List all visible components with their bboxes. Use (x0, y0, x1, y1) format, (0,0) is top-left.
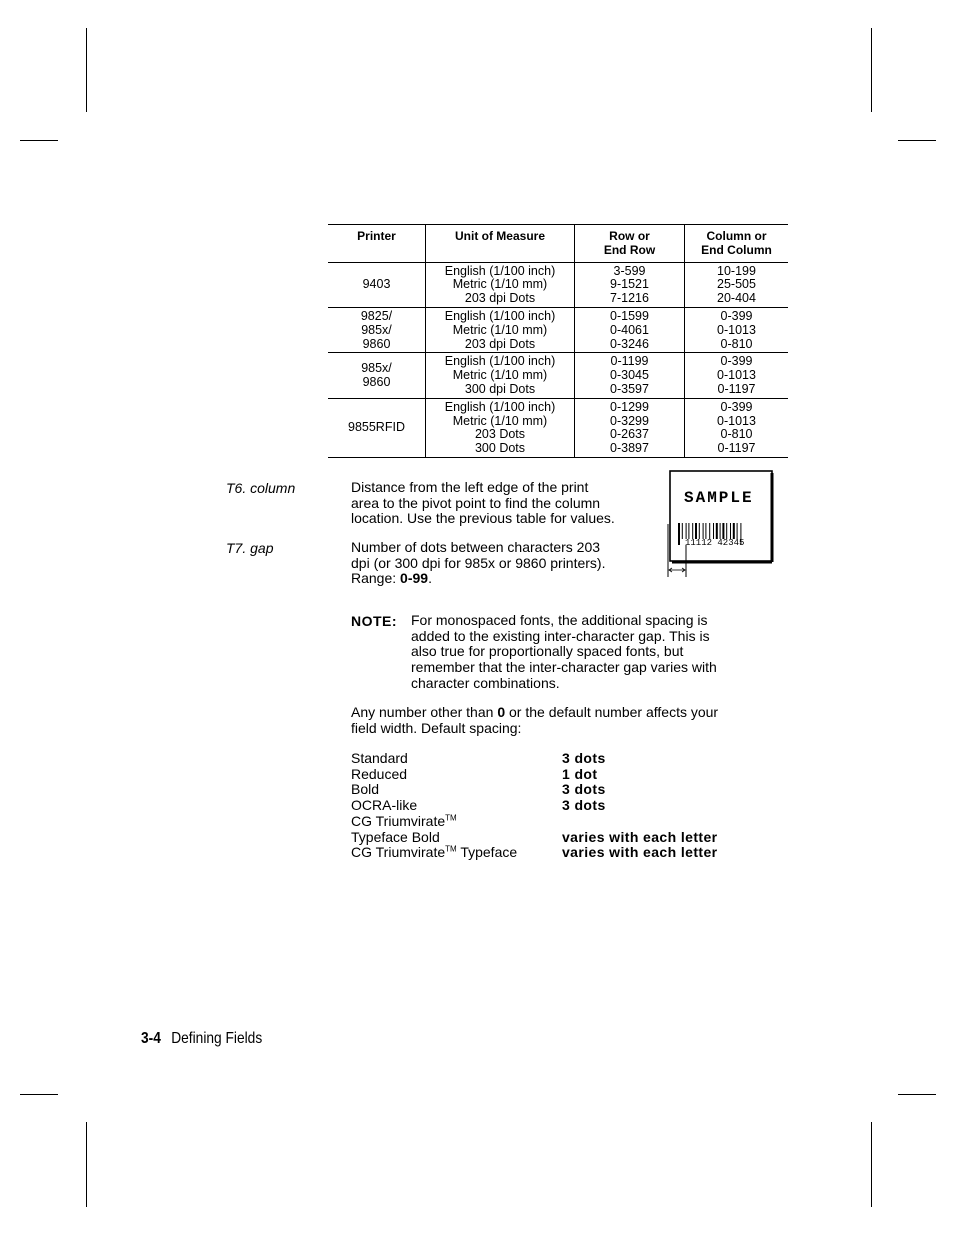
cell-text: 0-1599 (610, 308, 649, 323)
term-t7-gap: T7. gap (226, 540, 274, 556)
text-line: location. Use the previous table for values. (351, 510, 615, 527)
cell-text: 3-599 (613, 263, 646, 278)
spacing-value: 3 dots (562, 750, 606, 766)
spacing-font-name: CG Triumvirate™ (351, 812, 457, 829)
text-line: Distance from the left edge of the print (351, 479, 589, 495)
cell-text: 203 dpi Dots (464, 336, 536, 351)
cell-text: 0-1197 (717, 441, 756, 456)
text-line: dpi (or 300 dpi for 985x or 9860 printers). (351, 554, 606, 571)
crop-mark (871, 1122, 872, 1207)
t6-description (351, 480, 615, 527)
header-text: Printer (357, 229, 396, 243)
unit-cell (426, 353, 575, 398)
cell-text: 20-404 (717, 291, 756, 306)
cell-text: 10-199 (717, 263, 756, 278)
cell-text: 0-2637 (610, 427, 649, 442)
header-printer (328, 225, 426, 263)
t7-description (351, 540, 605, 587)
text-line: area to the pivot point to find the column (351, 494, 601, 511)
spacing-row (351, 845, 718, 861)
intro-text: or the default number affects your (505, 704, 719, 720)
cell-text: 0-399 (720, 399, 753, 414)
spacing-row (351, 830, 718, 846)
header-row (575, 225, 685, 263)
note-label: NOTE: (351, 613, 398, 629)
row-range-cell (575, 398, 685, 457)
table-row (328, 262, 788, 307)
cell-text: 985x/ (361, 361, 392, 376)
term-t6-column: T6. column (226, 480, 296, 496)
cell-text: 9825/ (360, 308, 393, 323)
sample-label-figure (667, 469, 775, 579)
text-line: also true for proportionally spaced fonts, but (411, 643, 684, 660)
default-spacing-list (351, 751, 718, 861)
cell-text: 0-1299 (610, 399, 649, 414)
note-body (411, 613, 771, 692)
cell-text: 0-3897 (610, 441, 649, 456)
row-range-cell (575, 353, 685, 398)
header-column (685, 225, 789, 263)
spacing-row (351, 782, 718, 798)
header-text: End Column (701, 242, 772, 257)
table-row (328, 353, 788, 398)
crop-mark (898, 1094, 936, 1095)
cell-text: 9860 (362, 375, 391, 390)
cell-text: 0-3299 (610, 413, 649, 428)
cell-text: 0-3045 (610, 368, 649, 383)
intro-zero: 0 (497, 704, 506, 720)
column-range-cell (685, 353, 789, 398)
spacing-row (351, 751, 718, 767)
crop-mark (86, 1122, 87, 1207)
intro-text: field width. Default spacing: (351, 719, 522, 736)
crop-mark (898, 140, 936, 141)
cell-text: 0-1013 (717, 322, 756, 337)
printer-cell (328, 307, 426, 352)
crop-mark (20, 1094, 58, 1095)
column-range-cell (685, 398, 789, 457)
page-number: 3-4 (141, 1030, 161, 1047)
cell-text: English (1/100 inch) (444, 354, 556, 369)
cell-text: 9-1521 (610, 277, 649, 292)
cell-text: 203 Dots (474, 427, 526, 442)
cell-text: 7-1216 (610, 291, 649, 306)
cell-text: English (1/100 inch) (444, 308, 556, 323)
unit-cell (426, 262, 575, 307)
spacing-font-name: Bold (351, 781, 380, 798)
cell-text: 0-399 (720, 354, 753, 369)
spacing-font-name: Standard (351, 750, 408, 766)
cell-text: 0-810 (720, 427, 753, 442)
text-line: For monospaced fonts, the additional spacing is (411, 612, 708, 628)
crop-mark (871, 28, 872, 112)
spacing-row (351, 767, 718, 783)
cell-text: 9403 (362, 277, 391, 292)
spacing-value: 3 dots (562, 781, 606, 798)
cell-text: 300 dpi Dots (464, 381, 536, 396)
crop-mark (86, 28, 87, 112)
unit-cell (426, 307, 575, 352)
barcode-digits: 11112 42345 (685, 538, 745, 548)
text-line: character combinations. (411, 674, 560, 691)
printer-range-table (328, 224, 788, 458)
spacing-font-name: OCRA-like (351, 797, 418, 814)
text-line: remember that the inter-character gap varies with (411, 659, 717, 676)
spacing-font-name: CG Triumvirate™ Typeface (351, 844, 518, 861)
printer-cell (328, 353, 426, 398)
cell-text: 9855RFID (348, 420, 405, 435)
cell-text: 0-399 (720, 308, 753, 323)
spacing-font-name: Reduced (351, 765, 408, 782)
cell-text: 203 dpi Dots (464, 291, 536, 306)
cell-text: 0-4061 (610, 322, 649, 337)
cell-text: 25-505 (717, 277, 756, 292)
cell-text: 0-1013 (717, 413, 756, 428)
crop-mark (20, 140, 58, 141)
spacing-value: 1 dot (562, 765, 598, 782)
cell-text: Metric (1/10 mm) (452, 277, 548, 292)
range-line: Range: 0-99. (351, 570, 432, 587)
unit-cell (426, 398, 575, 457)
spacing-intro (351, 705, 718, 736)
header-text: Row or (609, 229, 650, 243)
table-row (328, 307, 788, 352)
cell-text: English (1/100 inch) (444, 399, 556, 414)
cell-text: 0-3246 (610, 336, 649, 351)
printer-cell (328, 398, 426, 457)
cell-text: Metric (1/10 mm) (452, 368, 548, 383)
text-line: Number of dots between characters 203 (351, 539, 601, 555)
cell-text: 9860 (362, 336, 391, 351)
column-range-cell (685, 262, 789, 307)
cell-text: 0-1197 (717, 381, 756, 396)
table-header-row (328, 225, 788, 263)
spacing-font-name: Typeface Bold (351, 828, 440, 845)
cell-text: 0-3597 (610, 381, 649, 396)
spacing-value: varies with each letter (562, 844, 718, 861)
cell-text: 0-1013 (717, 368, 756, 383)
cell-text: 985x/ (361, 322, 392, 337)
sample-text: SAMPLE (684, 489, 754, 507)
header-text: Unit of Measure (454, 229, 545, 243)
cell-text: English (1/100 inch) (444, 263, 556, 278)
header-text: End Row (603, 242, 656, 257)
header-text: Column or (706, 229, 767, 243)
text-line: added to the existing inter-character gap. This is (411, 627, 710, 644)
column-range-cell (685, 307, 789, 352)
section-title: Defining Fields (171, 1030, 263, 1047)
row-range-cell (575, 307, 685, 352)
header-unit-of-measure (426, 225, 575, 263)
cell-text: Metric (1/10 mm) (452, 322, 548, 337)
printer-cell (328, 262, 426, 307)
row-range-cell (575, 262, 685, 307)
intro-text: Any number other than (351, 704, 498, 720)
spacing-value: varies with each letter (562, 828, 718, 845)
cell-text: 0-810 (720, 336, 753, 351)
cell-text: 0-1199 (610, 354, 649, 369)
table-row (328, 398, 788, 457)
cell-text: 300 Dots (474, 441, 526, 456)
spacing-row (351, 814, 718, 830)
range-value: 0-99 (400, 570, 429, 587)
spacing-row (351, 798, 718, 814)
spacing-value: 3 dots (562, 797, 606, 814)
page-footer (141, 1030, 262, 1048)
cell-text: Metric (1/10 mm) (452, 413, 548, 428)
